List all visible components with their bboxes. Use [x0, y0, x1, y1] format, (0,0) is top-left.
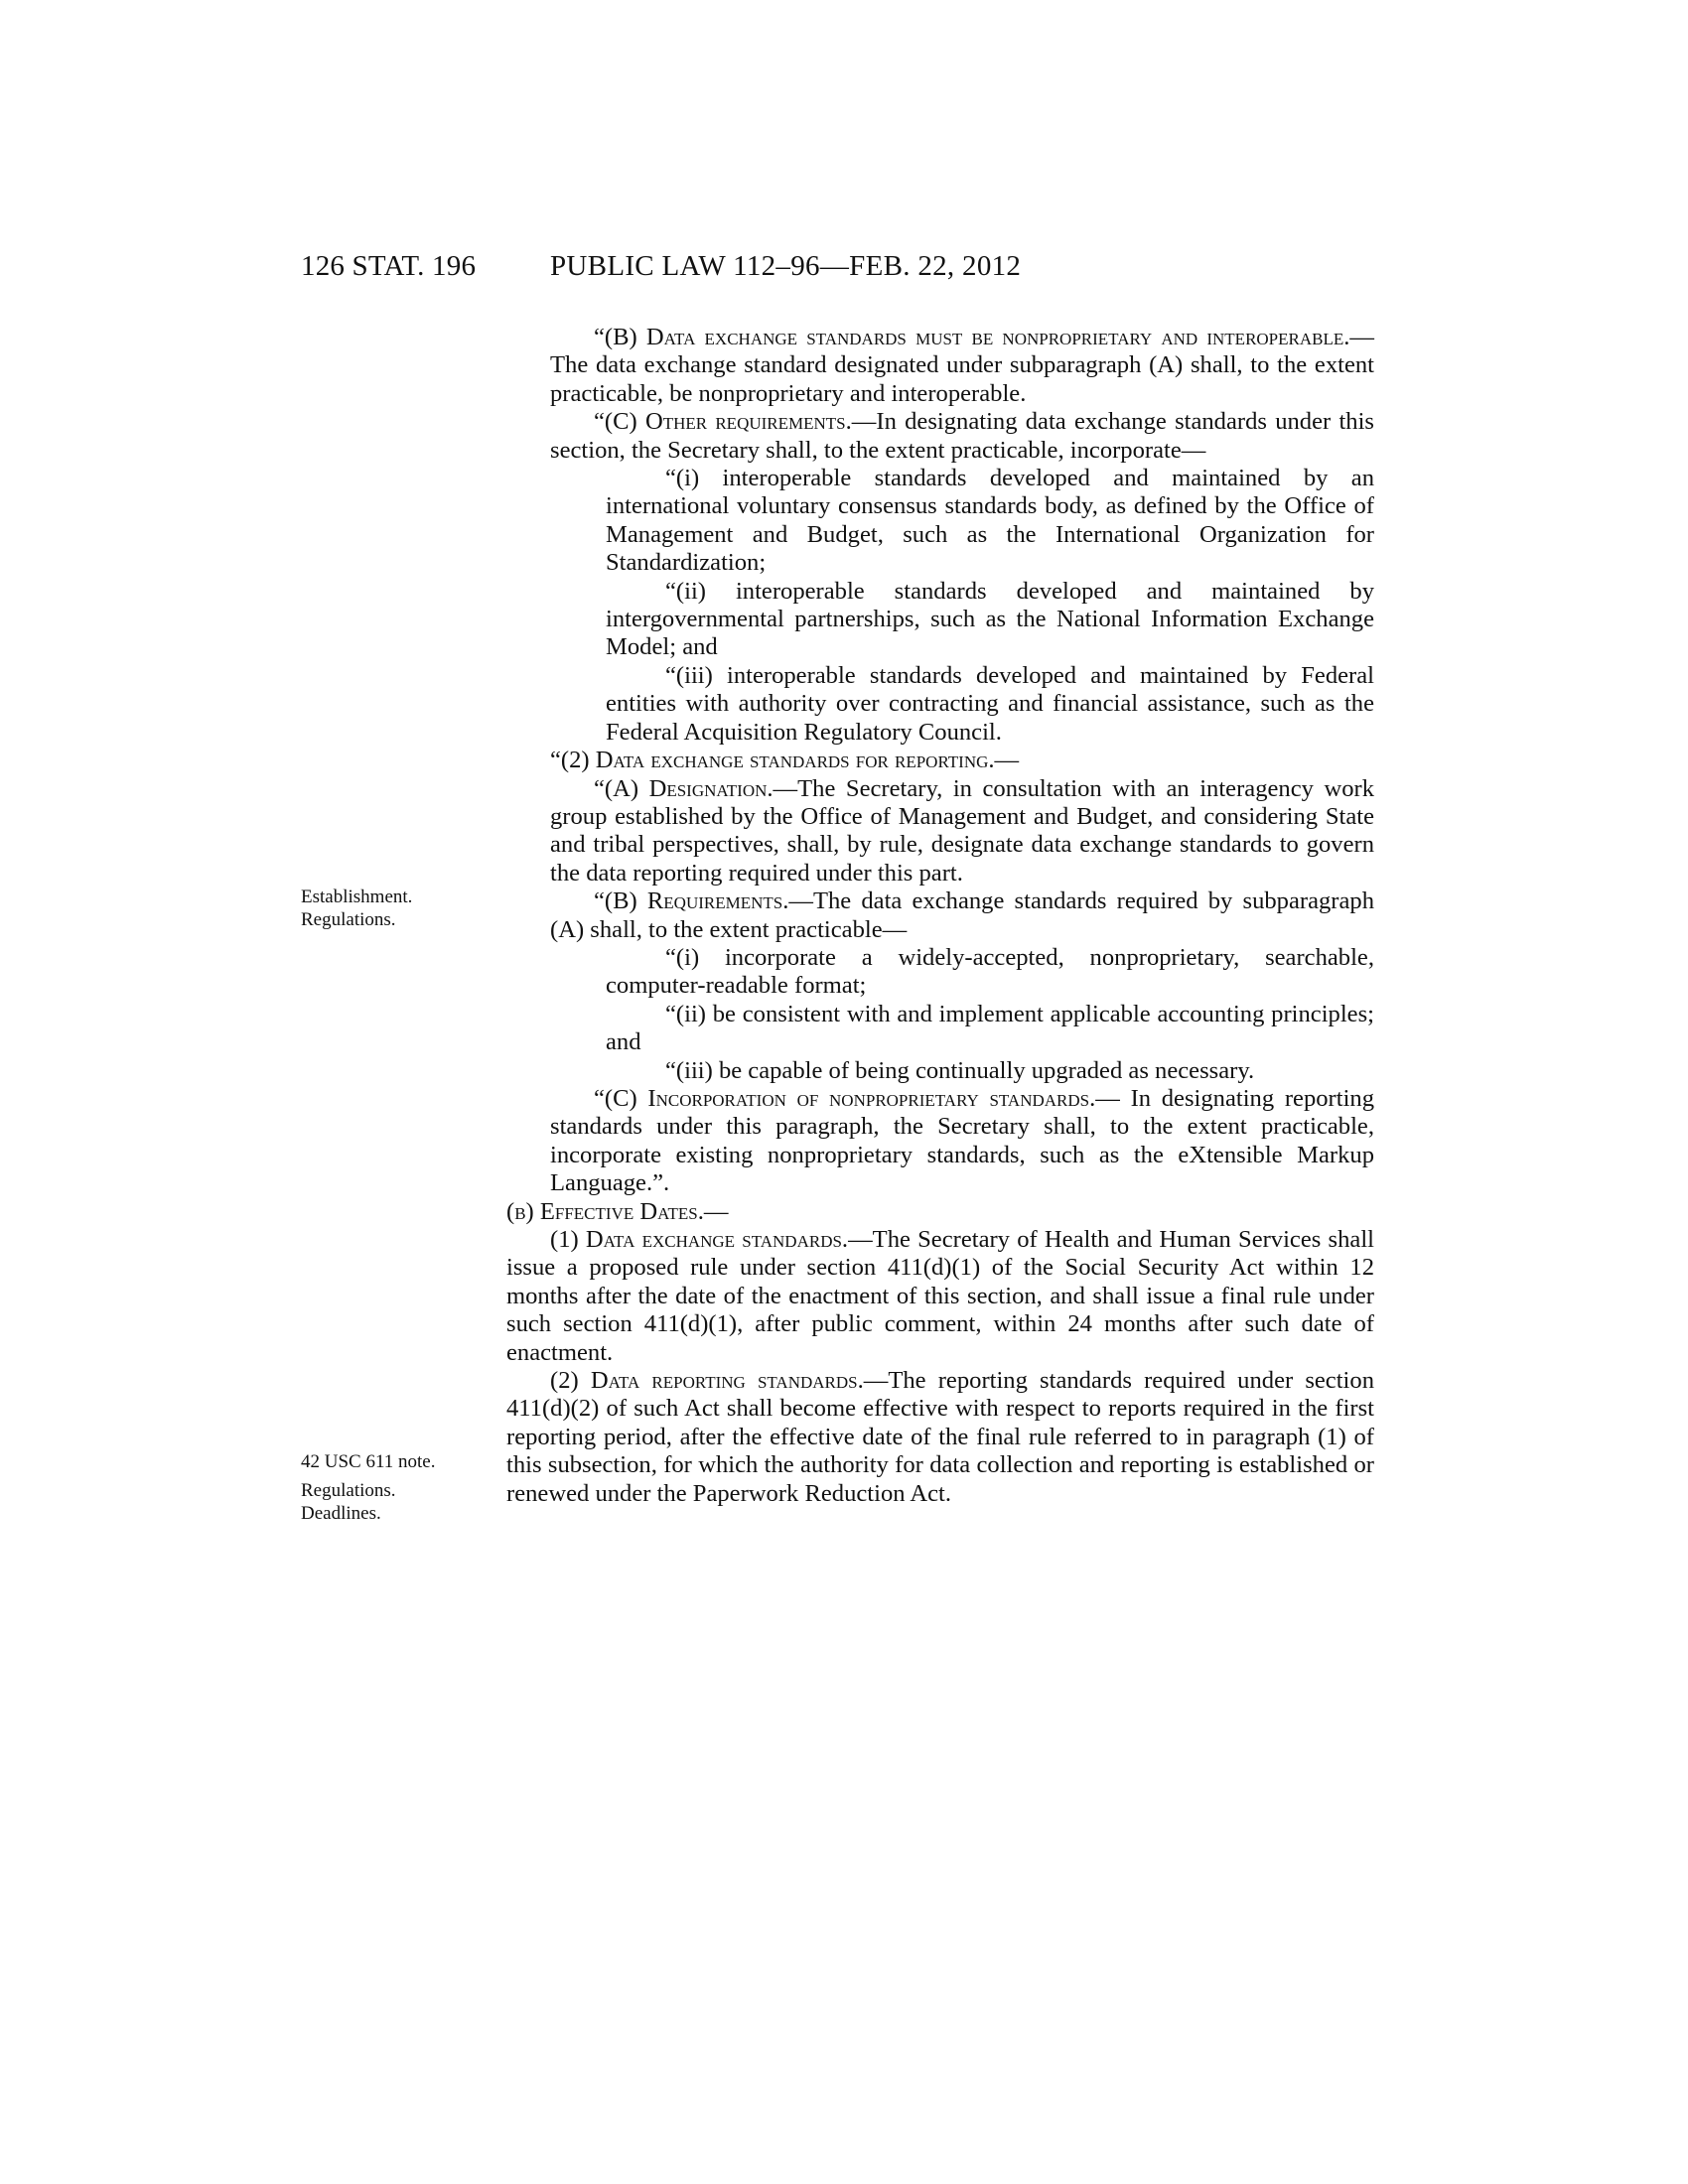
clause-iii-federal — [550, 662, 1374, 747]
clause-text: “(i) incorporate a widely-accepted, nonproprietary, searchable, computer-readable format; — [606, 943, 1374, 1000]
margin-note-regulations-deadlines — [301, 1479, 396, 1525]
paragraph-heading: “(2) Data exchange standards for reporting. — [550, 747, 995, 774]
paragraph-text: —The reporting standards required under section 411(d)(2) of such Act shall become effective with respect to reports required in the first reporting period, after the effective date of the final rule referred to in paragraph (1) of this subsection, for which the authority for data collection and reporting is established or renewed under the Paperwork Reduction Act. — [506, 1367, 1374, 1507]
stat-reference: 126 STAT. 196 — [301, 250, 477, 282]
clause-text: “(ii) interoperable standards developed and maintained by intergovernmental partnerships, such as the National Information Exchange Model; and — [606, 577, 1374, 661]
paragraph-a-designation — [550, 775, 1374, 888]
paragraph-heading: (2) Data reporting standards. — [550, 1367, 864, 1395]
page-title: PUBLIC LAW 112–96—FEB. 22, 2012 — [550, 250, 1022, 282]
paragraph-b-requirements — [550, 887, 1374, 944]
margin-note-usc — [301, 1450, 435, 1473]
clause-ii-intergovernmental — [550, 578, 1374, 662]
subsection-b-effective-dates — [506, 1198, 1374, 1226]
clause-text: “(ii) be consistent with and implement applicable accounting principles; and — [606, 1000, 1374, 1056]
margin-note-line: Deadlines. — [301, 1503, 381, 1524]
paragraph-heading: “(B) Requirements. — [594, 887, 789, 915]
paragraph-heading: (1) Data exchange standards. — [550, 1226, 849, 1253]
margin-note-line: Establishment. — [301, 887, 413, 907]
paragraph-text: —The Secretary, in consultation with an interagency work group established by the Office of Management and Budget, and considering State and tribal perspectives, shall, by rule, designate data exchange standards to govern the data reporting required under this part. — [550, 774, 1374, 887]
paragraph-heading: “(A) Designation. — [594, 774, 774, 802]
paragraph-1-exchange-standards — [506, 1226, 1374, 1367]
clause-ii-accounting — [550, 1001, 1374, 1057]
paragraph-c-other-requirements — [550, 408, 1374, 465]
paragraph-heading: “(C) Incorporation of nonproprietary standards. — [594, 1084, 1096, 1112]
paragraph-c-incorporation — [550, 1085, 1374, 1198]
paragraph-text: —In designating data exchange standards under this section, the Secretary shall, to the extent practicable, incorporate— — [550, 408, 1374, 464]
clause-i-format — [550, 944, 1374, 1001]
clause-i-international — [550, 465, 1374, 578]
paragraph-text: —The data exchange standards required by subparagraph (A) shall, to the extent practicable— — [550, 887, 1374, 943]
paragraph-text: —The Secretary of Health and Human Services shall issue a proposed rule under section 411(d)(1) of the Social Security Act within 12 months after the date of the enactment of this section, and shall issue a final rule under such section 411(d)(1), after public comment, within 24 months after such date of enactment. — [506, 1226, 1374, 1366]
paragraph-text: — — [703, 1197, 729, 1225]
statute-body — [506, 324, 1375, 1508]
margin-note-line: 42 USC 611 note. — [301, 1451, 436, 1472]
margin-note-line: Regulations. — [301, 909, 396, 930]
paragraph-text: — In designating reporting standards under this paragraph, the Secretary shall, to the extent practicable, incorporate existing nonproprietary standards, such as the eXtensible Markup Language.”. — [550, 1084, 1375, 1197]
paragraph-text: —The data exchange standard designated under subparagraph (A) shall, to the extent practicable, be nonproprietary and interoperable. — [550, 324, 1374, 407]
paragraph-text: — — [994, 747, 1020, 774]
clause-iii-upgraded — [550, 1057, 1374, 1085]
clause-text: “(i) interoperable standards developed and maintained by an international voluntary consensus standards body, as defined by the Office of Management and Budget, such as the International Organization for Standardization; — [606, 465, 1374, 577]
margin-note-line: Regulations. — [301, 1480, 396, 1501]
paragraph-2-reporting — [550, 747, 1374, 774]
paragraph-b-nonproprietary — [550, 324, 1374, 408]
clause-text: “(iii) interoperable standards developed and maintained by Federal entities with authority over contracting and financial assistance, such as the Federal Acquisition Regulatory Council. — [606, 661, 1374, 746]
clause-text: “(iii) be capable of being continually upgraded as necessary. — [665, 1056, 1255, 1084]
paragraph-heading: “(C) Other requirements. — [594, 408, 852, 436]
margin-note-establishment — [301, 886, 412, 931]
paragraph-heading: “(B) Data exchange standards must be nonproprietary and interoperable. — [594, 324, 1350, 350]
paragraph-heading: (b) Effective Dates. — [506, 1197, 704, 1225]
paragraph-2-reporting-standards — [506, 1367, 1374, 1508]
